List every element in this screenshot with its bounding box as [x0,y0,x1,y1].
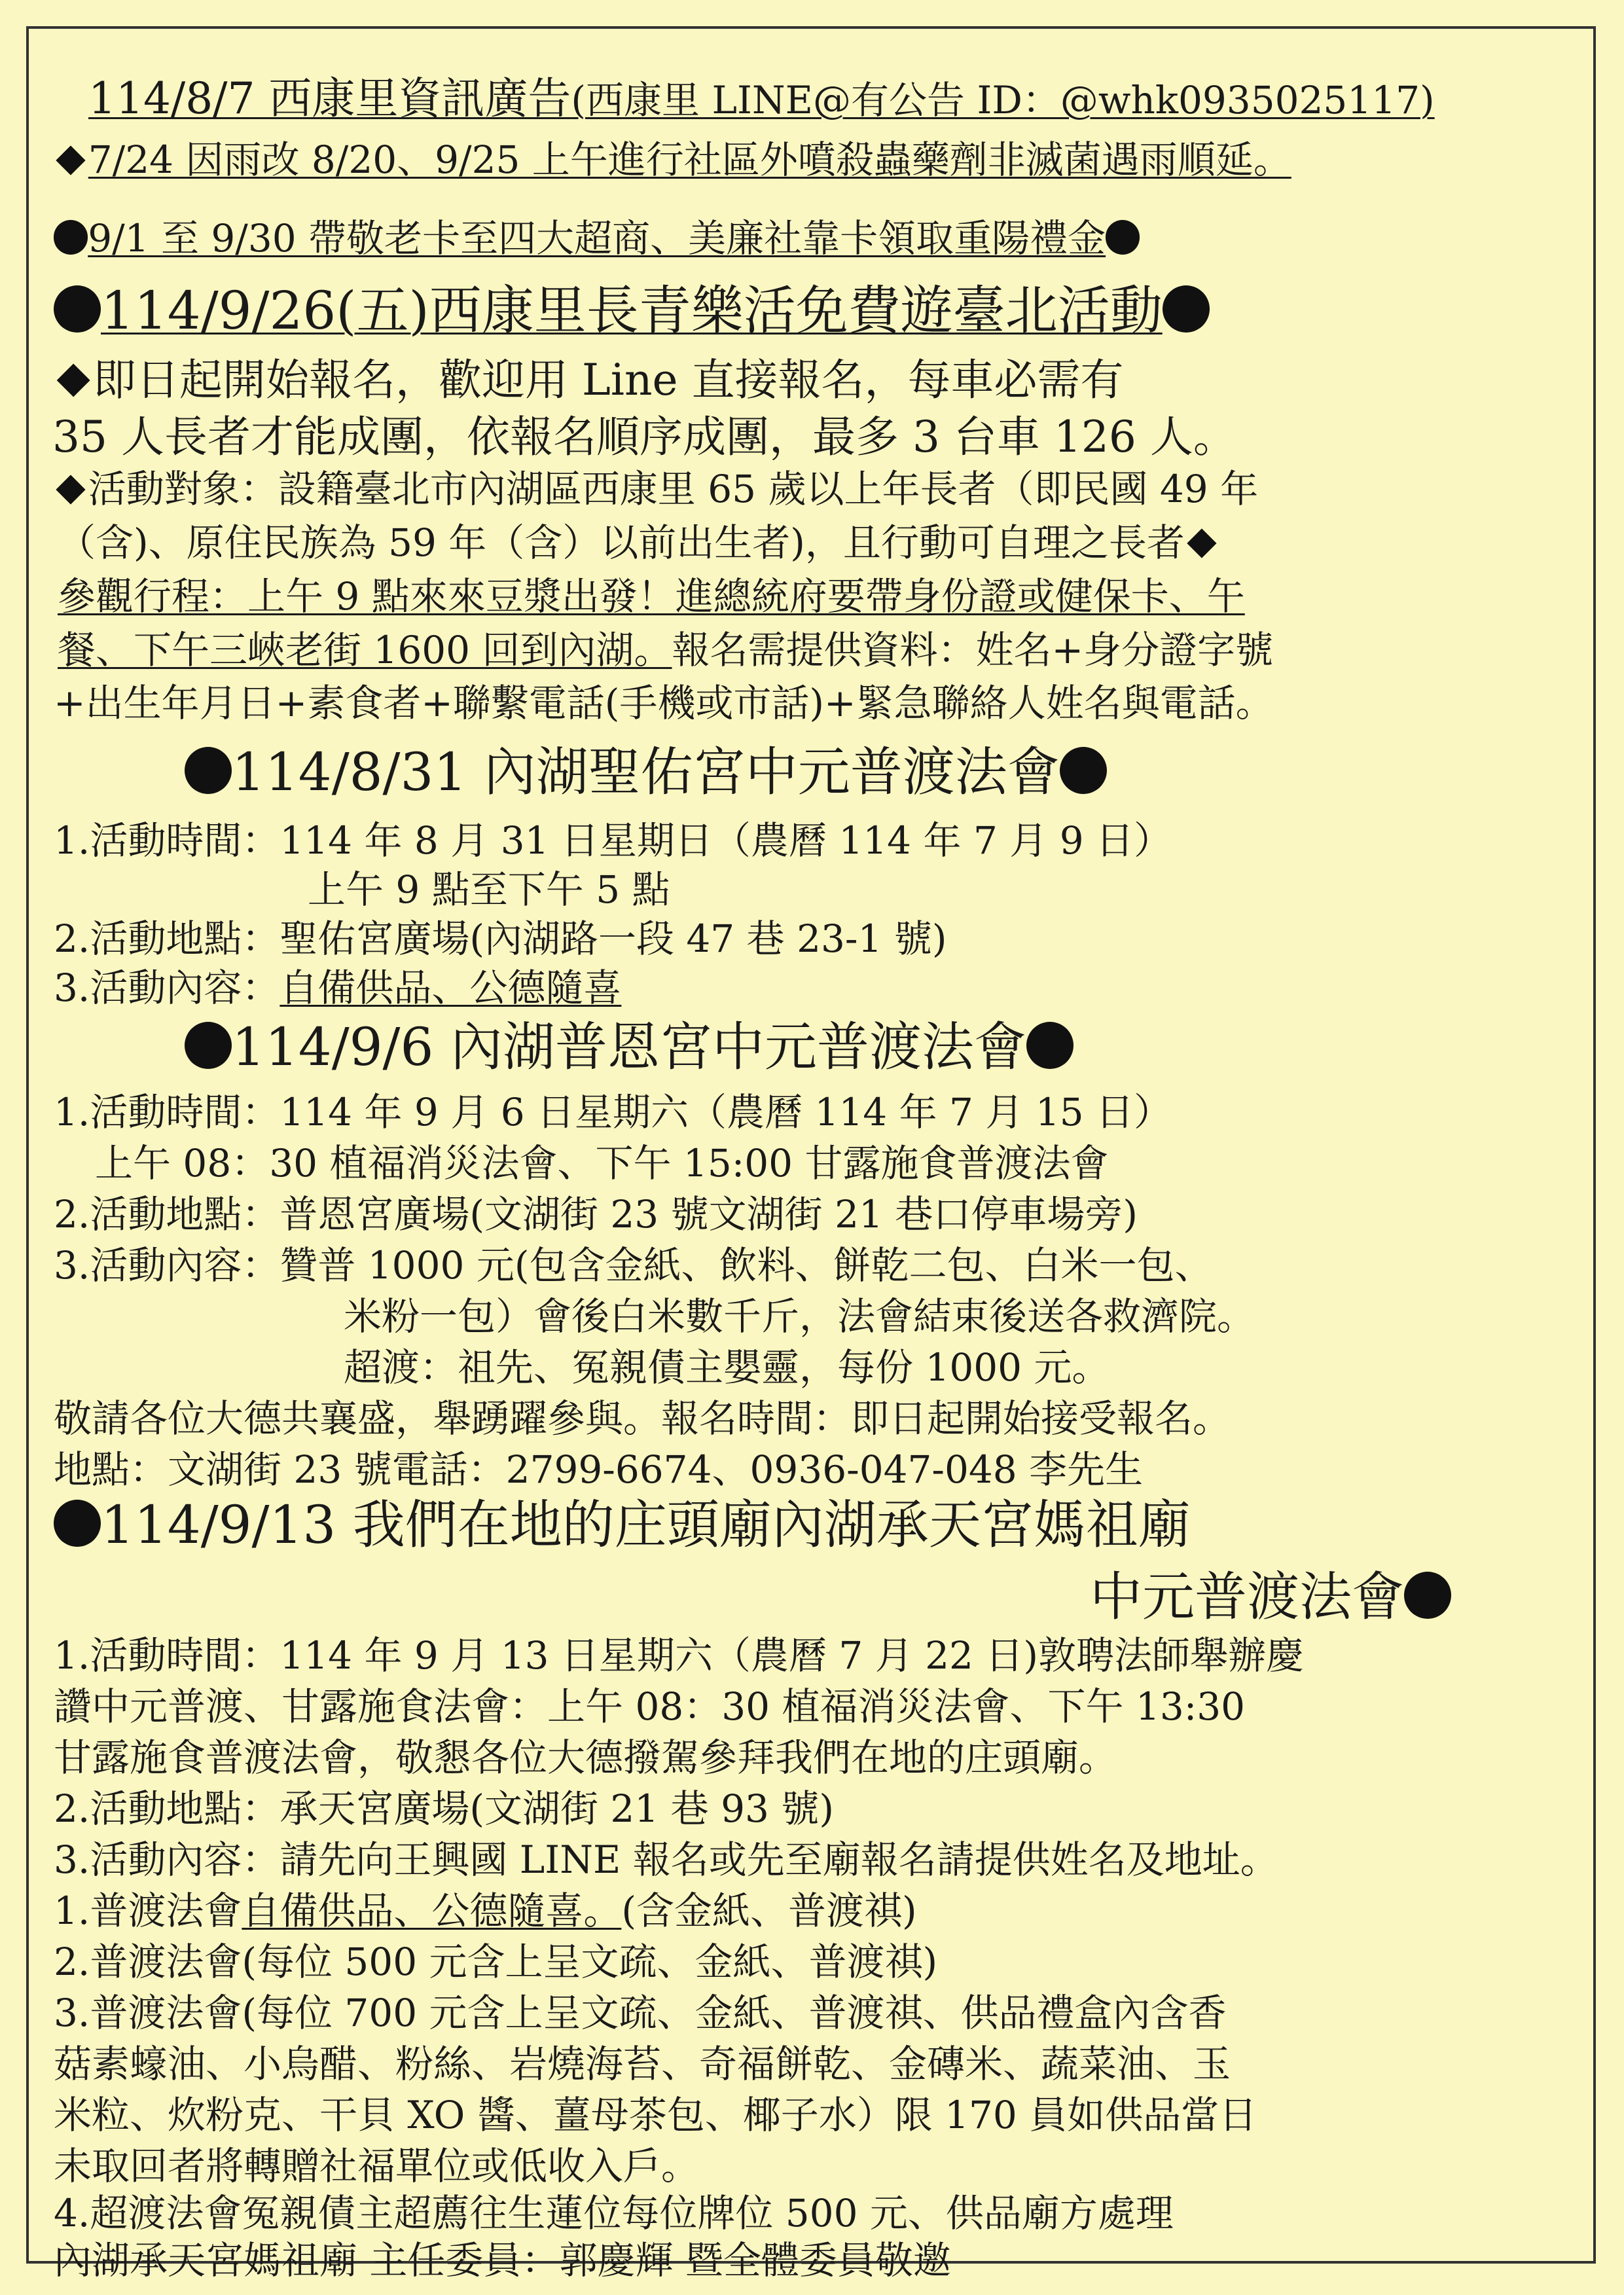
diamond-bullet-icon [56,146,86,175]
diamond-bullet-icon [1187,529,1217,558]
chengtian-option-4: 4.超渡法會冤親債主超薦往生蓮位每位牌位 500 元、供品廟方處理 [54,2191,1174,2235]
chengtian-option-2: 2.普渡法會(每位 500 元含上呈文疏、金紙、普渡祺) [54,1940,938,1984]
chengtian-time-1: 1.活動時間：114 年 9 月 13 日星期六（農曆 7 月 22 日)敦聘法師舉辦慶 [54,1633,1305,1678]
shengyou-place: 2.活動地點：聖佑宮廣場(內湖路一段 47 巷 23-1 號) [54,916,947,961]
puen-content-3: 超渡：祖先、冤親債主嬰靈，每份 1000 元。 [344,1345,1110,1390]
circle-bullet-icon [1163,285,1210,333]
shengyou-content-text: 自備供品、公德隨喜 [280,966,622,1010]
chengtian-option-3d: 未取回者將轉贈社福單位或低收入戶。 [54,2144,700,2188]
trip-line-7: +出生年月日+素食者+聯繫電話(手機或市話)+緊急聯絡人姓名與電話。 [54,681,1274,725]
chengtian-title-2 [1090,1566,1451,1627]
shengyou-content-label: 3.活動內容： [54,966,280,1010]
shengyou-title [185,742,1107,803]
puen-invite: 敬請各位大德共襄盛，舉踴躍參與。報名時間：即日起開始接受報名。 [54,1396,1231,1441]
puen-contact: 地點：文湖街 23 號電話：2799-6674、0936-047-048 李先生 [54,1447,1144,1492]
circle-bullet-icon [1060,747,1107,794]
option-1-suffix: (含金紙、普渡祺) [621,1888,917,1933]
chengtian-title [54,1494,1191,1555]
trip-line-3 [54,467,1259,511]
trip-line-6a-text: 餐、下午三峽老街 1600 回到內湖。 [58,628,672,672]
chengtian-time-2: 讚中元普渡、甘露施食法會：上午 08：30 植福消災法會、下午 13:30 [54,1684,1246,1729]
trip-line-2: 35 人長者才能成團，依報名順序成團，最多 3 台車 126 人。 [52,412,1236,462]
puen-time: 1.活動時間：114 年 9 月 6 日星期六（農曆 114 年 7 月 15 日） [54,1090,1172,1134]
circle-bullet-icon [54,285,101,333]
chengtian-option-1 [54,1888,917,1933]
trip-line-4-text: （含)、原住民族為 59 年（含）以前出生者)，且行動可自理之長者 [58,520,1185,565]
shengyou-time-2: 上午 9 點至下午 5 點 [308,867,670,912]
shengyou-time: 1.活動時間：114 年 8 月 31 日星期日（農曆 114 年 7 月 9 日） [54,818,1172,863]
circle-bullet-icon [1404,1572,1451,1619]
trip-line-4 [58,520,1219,565]
header-title: 114/8/7 西康里資訊廣告 [88,73,571,124]
chengtian-option-3c: 米粒、炊粉克、干貝 XO 醬、薑母茶包、椰子水）限 170 員如供品當日 [54,2093,1257,2137]
puen-place: 2.活動地點：普恩宮廣場(文湖街 23 號文湖街 21 巷口停車場旁) [54,1192,1138,1237]
diamond-bullet-icon [56,475,86,505]
trip-line-6b-text: 報名需提供資料：姓名+身分證字號 [672,628,1274,672]
chengtian-content: 3.活動內容：請先向王興國 LINE 報名或先至廟報名請提供姓名及地址。 [54,1837,1278,1882]
trip-line-3-text: 活動對象：設籍臺北市內湖區西康里 65 歲以上年長者（即民國 49 年 [88,467,1259,511]
puen-content-2: 米粉一包）會後白米數千斤，法會結束後送各救濟院。 [344,1294,1255,1339]
spray-notice-text: 7/24 因雨改 8/20、9/25 上午進行社區外噴殺蟲藥劑非滅菌遇雨順延。 [88,137,1291,182]
trip-line-6 [58,628,1274,672]
chongyang-notice [54,216,1140,261]
circle-bullet-icon [54,220,88,254]
chengtian-time-3: 甘露施食普渡法會，敬懇各位大德撥駕參拜我們在地的庄頭廟。 [54,1735,1117,1780]
shengyou-title-text: 114/8/31 內湖聖佑宮中元普渡法會 [232,742,1060,803]
circle-bullet-icon [54,1500,101,1547]
chengtian-title-text: 114/9/13 我們在地的庄頭廟內湖承天宮媽祖廟 [101,1494,1191,1555]
chengtian-option-3b: 菇素蠔油、小烏醋、粉絲、岩燒海苔、奇福餅乾、金磚米、蔬菜油、玉 [54,2042,1231,2086]
chengtian-option-3a: 3.普渡法會(每位 700 元含上呈文疏、金紙、普渡祺、供品禮盒內含香 [54,1991,1227,2035]
option-1-underlined: 自備供品、公德隨喜。 [242,1888,622,1933]
circle-bullet-icon [1026,1022,1074,1069]
circle-bullet-icon [1106,220,1140,254]
chengtian-place: 2.活動地點：承天宮廣場(文湖街 21 巷 93 號) [54,1786,834,1831]
chengtian-signature: 內湖承天宮媽祖廟 主任委員：郭慶輝 暨全體委員敬邀 [54,2238,951,2283]
puen-content-1: 3.活動內容：贊普 1000 元(包含金紙、飲料、餅乾二包、白米一包、 [54,1243,1213,1288]
circle-bullet-icon [185,1022,232,1069]
diamond-bullet-icon [56,364,90,397]
shengyou-content [54,966,622,1010]
header [88,73,1435,124]
puen-title [185,1017,1074,1077]
puen-time-2: 上午 08：30 植福消災法會、下午 15:00 甘露施食普渡法會 [95,1141,1109,1185]
puen-title-text: 114/9/6 內湖普恩宮中元普渡法會 [232,1017,1026,1077]
trip-line-1-text: 即日起開始報名，歡迎用 Line 直接報名，每車必需有 [93,355,1124,405]
trip-title [54,280,1210,341]
trip-line-1 [54,355,1124,405]
option-1-prefix: 1.普渡法會 [54,1888,242,1933]
line-id-note: (西康里 LINE@有公告 ID：@whk0935025117) [571,78,1435,122]
chengtian-title-2-text: 中元普渡法會 [1090,1566,1404,1627]
spray-notice [54,137,1291,182]
trip-line-5: 參觀行程：上午 9 點來來豆漿出發！進總統府要帶身份證或健保卡、午 [58,574,1245,619]
trip-title-text: 114/9/26(五)西康里長青樂活免費遊臺北活動 [101,280,1163,341]
chongyang-notice-text: 9/1 至 9/30 帶敬老卡至四大超商、美廉社靠卡領取重陽禮金 [88,216,1106,261]
circle-bullet-icon [185,747,232,794]
